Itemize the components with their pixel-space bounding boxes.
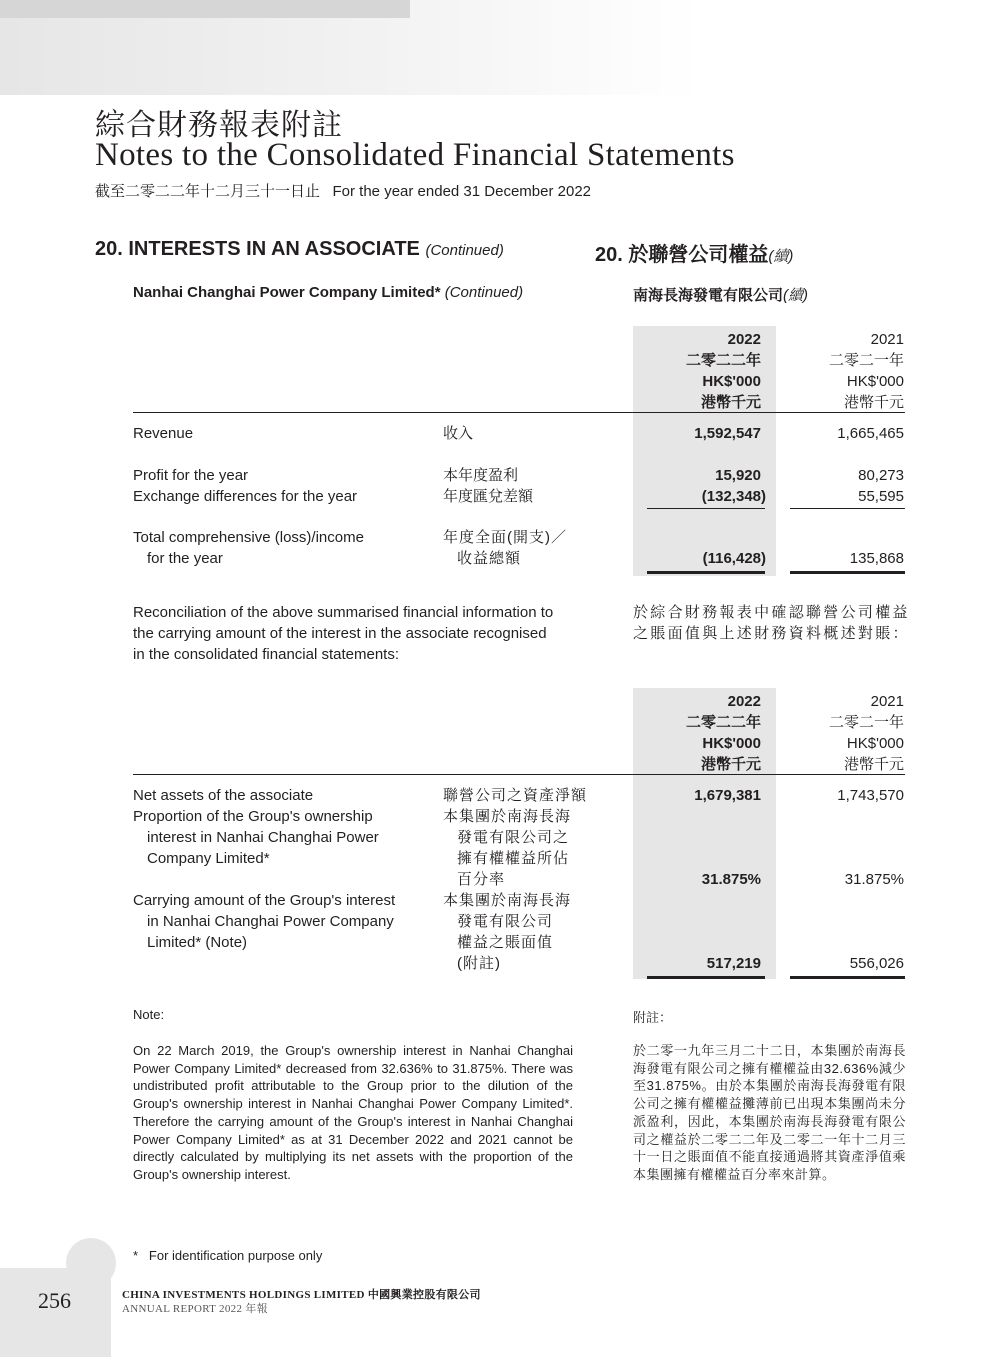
t2-header-2021 [780,691,904,775]
t1-row-revenue-label-zh: 收入 [443,425,474,442]
reconciliation-en-l2: the carrying amount of the interest in the associate recognised [133,625,547,642]
reconciliation-en-l3: in the consolidated financial statements: [133,646,399,663]
t2-row-carrying-zh-l1: 本集團於南海長海 [443,892,572,909]
t2-row-carrying-label [133,890,395,953]
t2-total-rule-2022 [647,976,765,979]
page-number: 256 [38,1288,71,1313]
t2-row-proportion-l2: interest in Nanhai Changhai Power [147,829,379,846]
t2-row-carrying-2022: 517,219 [706,955,761,972]
t1-row-total-label-l2: for the year [147,550,223,567]
page-title-zh: 綜合財務報表附註 [95,108,343,143]
note-text-zh: 於二零一九年三月二十二日，本集團於南海長海發電有限公司之擁有權權益由32.636%減少至31.875%。由於本集團於南海長海發電有限公司之擁有權權益攤薄前已出現本集團尚未分派盈利，因此，本集團於南海長海發電有限公司之權益於二零二二年及二零二一年十二月三十一日之賬面值不能直接通過將其資產淨值乘本集團擁有權權益百分率來計算。 [633,1043,906,1182]
t1-row-total-label [133,527,364,569]
reconciliation-zh-l2: 之賬面值與上述財務資料概述對賬： [633,625,910,642]
t1-row-total-label-zh-l1: 年度全面(開支)／ [443,529,567,546]
t2-row-carrying-l2: in Nanhai Changhai Power Company [147,913,394,930]
subheading-en-text: Nanhai Changhai Power Company Limited* [133,284,441,301]
t2-h2021-year-zh: 二零二一年 [828,714,904,731]
t2-h2021-year: 2021 [870,693,904,710]
t1-h2021-unit: HK$'000 [846,373,904,390]
t2-row-proportion-zh-l3: 擁有權權益所佔 [457,850,570,867]
t2-row-carrying-l3: Limited* (Note) [147,934,248,951]
t1-header-rule [133,412,905,413]
t1-row-profit-2022: 15,920 [715,467,761,484]
subheading-zh-continued: (續) [783,287,809,304]
t1-h2022-year: 2022 [727,331,761,348]
subheading-zh-text: 南海長海發電有限公司 [633,287,784,304]
t1-row-total-2021: 135,868 [849,550,904,567]
t2-row-netassets-2021: 1,743,570 [837,787,904,804]
t2-row-proportion-zh-l2: 發電有限公司之 [457,829,570,846]
subheading-en-continued: (Continued) [444,284,524,301]
t2-row-carrying-label-zh [443,890,571,974]
t1-row-revenue-label: Revenue [133,425,194,442]
t2-h2022-unit: HK$'000 [702,735,761,752]
t2-h2022-year: 2022 [727,693,761,710]
t1-row-profit-label: Profit for the year [133,467,249,484]
t1-h2021-unit-zh: 港幣千元 [843,394,904,411]
t2-row-carrying-2021: 556,026 [849,955,904,972]
t1-subtotal-rule-2022 [647,508,765,509]
t2-h2022-unit-zh: 港幣千元 [700,756,761,773]
t1-row-total-label-zh-l2: 收益總額 [457,550,522,567]
t2-total-rule-2021 [790,976,905,979]
note-label-zh: 附註： [633,1010,673,1025]
t2-header-2022 [640,691,761,775]
t2-h2021-unit-zh: 港幣千元 [843,756,904,773]
t2-header-rule [133,774,905,775]
section-title-en [95,238,504,261]
t2-row-proportion-l1: Proportion of the Group's ownership [133,808,373,825]
section-number-zh: 20. [595,244,623,266]
t1-row-exchange-label: Exchange differences for the year [133,488,358,505]
t1-subtotal-rule-2021 [790,508,905,509]
section-continued-zh: (續) [768,248,794,265]
t1-row-exchange-2021: 55,595 [858,488,904,505]
t1-row-profit-2021: 80,273 [858,467,904,484]
t1-header-2021 [780,329,904,413]
page-title-en: Notes to the Consolidated Financial Statements [95,137,735,173]
t2-row-carrying-zh-l4: (附註) [457,955,501,972]
note-text-en: On 22 March 2019, the Group's ownership interest in Nanhai Changhai Power Company Limited* decreased from 32.636% to 31.875%. There was undistributed profit attributable to the Group prior to the dilution of the Group's ownership interest in Nanhai Changhai Power Company Limited*. Therefore the carrying amount of the Group's interest in Nanhai Changhai Power Company Limited* as at 31 December 2022 and 2021 cannot be directly calculated by multiplying its net assets with the proportion of the Group's ownership interest. [133,1043,573,1182]
reconciliation-text-en [133,602,583,665]
section-title-text-zh: 於聯營公司權益 [628,244,769,266]
t2-row-proportion-label [133,806,379,869]
reconciliation-zh-l1: 於綜合財務報表中確認聯營公司權益 [633,604,910,621]
page-subtitle: 截至二零二二年十二月三十一日止 For the year ended 31 December 2022 [95,183,591,200]
subheading-en [133,284,523,301]
t2-row-proportion-l3: Company Limited* [147,850,270,867]
t1-h2021-year: 2021 [870,331,904,348]
section-number: 20. [95,238,123,260]
t1-total-rule-2021 [790,571,905,574]
t1-h2021-year-zh: 二零二一年 [828,352,904,369]
t1-row-total-2022: (116,428) [702,550,766,567]
t1-row-total-label-l1: Total comprehensive (loss)/income [133,529,364,546]
t1-row-profit-label-zh: 本年度盈利 [443,467,519,484]
t1-header-2022 [640,329,761,413]
t1-h2022-unit: HK$'000 [702,373,761,390]
t2-row-carrying-l1: Carrying amount of the Group's interest [133,892,396,909]
t1-row-exchange-label-zh: 年度匯兌差額 [443,488,534,505]
t1-row-revenue-2021: 1,665,465 [837,425,904,442]
t2-row-proportion-zh-l4: 百分率 [457,871,506,888]
t1-h2022-unit-zh: 港幣千元 [700,394,761,411]
t2-row-netassets-label-zh: 聯營公司之資產淨額 [443,787,588,804]
footer-report: ANNUAL REPORT 2022 年報 [122,1303,268,1315]
section-continued-en: (Continued) [425,242,504,259]
t1-total-rule-2022 [647,571,765,574]
t2-row-proportion-zh-l1: 本集團於南海長海 [443,808,572,825]
t2-row-netassets-label: Net assets of the associate [133,787,314,804]
footer-company: CHINA INVESTMENTS HOLDINGS LIMITED 中國興業控股有限公司 [122,1289,481,1301]
t2-h2022-year-zh: 二零二二年 [685,714,761,731]
t2-row-carrying-zh-l2: 發電有限公司 [457,913,554,930]
t2-row-proportion-label-zh [443,806,571,890]
subheading-zh [633,284,808,305]
reconciliation-text-zh [633,602,910,644]
header-fold [0,0,410,18]
t1-row-total-label-zh [443,527,567,569]
section-title-text-en: INTERESTS IN AN ASSOCIATE [128,238,420,260]
t2-row-proportion-2022: 31.875% [701,871,761,888]
t2-row-carrying-zh-l3: 權益之賬面值 [457,934,554,951]
t1-row-exchange-2022: (132,348) [701,488,766,505]
t1-h2022-year-zh: 二零二二年 [685,352,761,369]
reconciliation-en-l1: Reconciliation of the above summarised financial information to [133,604,554,621]
note-label-en: Note: [133,1007,165,1022]
t2-row-netassets-2022: 1,679,381 [694,787,761,804]
section-title-zh [595,238,793,267]
t2-row-proportion-2021: 31.875% [844,871,904,888]
footnote: * For identification purpose only [133,1248,323,1263]
t1-row-revenue-2022: 1,592,547 [694,425,761,442]
t2-h2021-unit: HK$'000 [846,735,904,752]
